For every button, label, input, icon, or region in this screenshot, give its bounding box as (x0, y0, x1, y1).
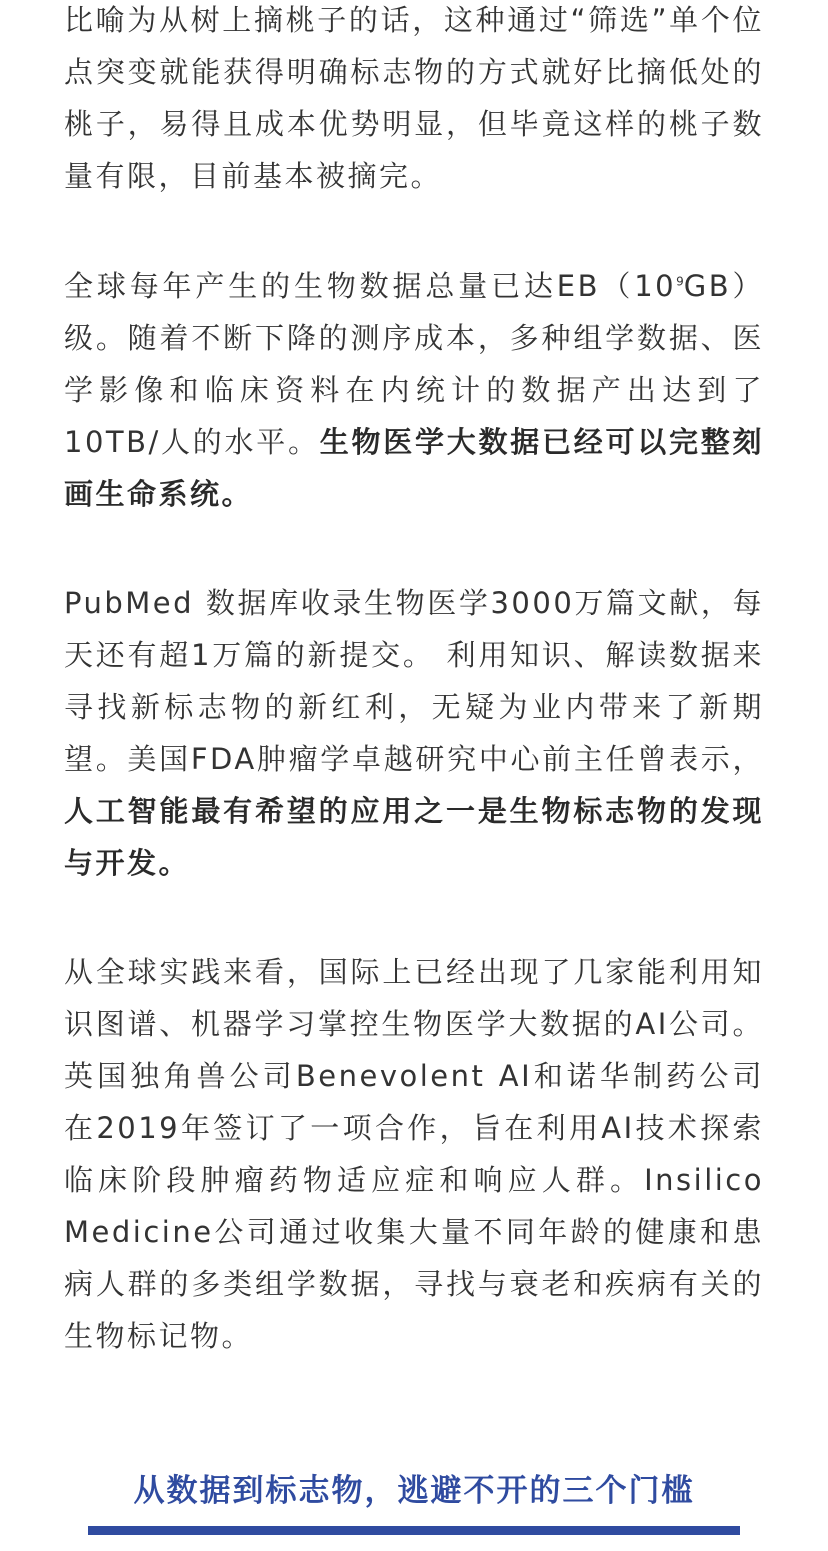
section-heading: 从数据到标志物，逃避不开的三个门槛 (133, 1473, 695, 1509)
paragraph-text: PubMed 数据库收录生物医学3000万篇文献，每天还有超1万篇的新提交。 利用知识、解读数据来寻找新标志物的新红利，无疑为业内带来了新期望。美国FDA肿瘤学卓越研究中心前主任曾表示， (64, 586, 764, 776)
paragraph-text: 比喻为从树上摘桃子的话，这种通过“筛选”单个位点突变就能获得明确标志物的方式就好比摘低处的桃子，易得且成本优势明显，但毕竟这样的桃子数量有限，目前基本被摘完。 (64, 3, 764, 193)
paragraph-peach-analogy (64, 0, 764, 202)
paragraph-text-continued: GB）级。随着不断下降的测序成本，多种组学数据、医学影像和临床资料在内统计的数据产出达到了10TB/人的水平。 (64, 269, 765, 459)
paragraph-text: 从全球实践来看，国际上已经出现了几家能利用知识图谱、机器学习掌控生物医学大数据的AI公司。英国独角兽公司Benevolent AI和诺华制药公司在2019年签订了一项合作，旨在利用AI技术探索临床阶段肿瘤药物适应症和响应人群。Insilico Medicine公司通过收集大量不同年龄的健康和患病人群的多类组学数据，寻找与衰老和疾病有关的生物标记物。 (64, 955, 764, 1353)
article-body (64, 0, 764, 1362)
emphasis-text: 生物医学大数据已经可以完整刻画生命系统。 (64, 425, 764, 511)
paragraph-pubmed (64, 577, 764, 889)
paragraph-biodata-volume (64, 260, 764, 520)
paragraph-text: 全球每年产生的生物数据总量已达EB（10 (64, 269, 677, 303)
section-heading-underline (88, 1526, 740, 1535)
paragraph-global-practice (64, 946, 764, 1362)
exponent-superscript: 9 (676, 274, 684, 289)
emphasis-text: 人工智能最有希望的应用之一是生物标志物的发现与开发。 (64, 794, 764, 880)
